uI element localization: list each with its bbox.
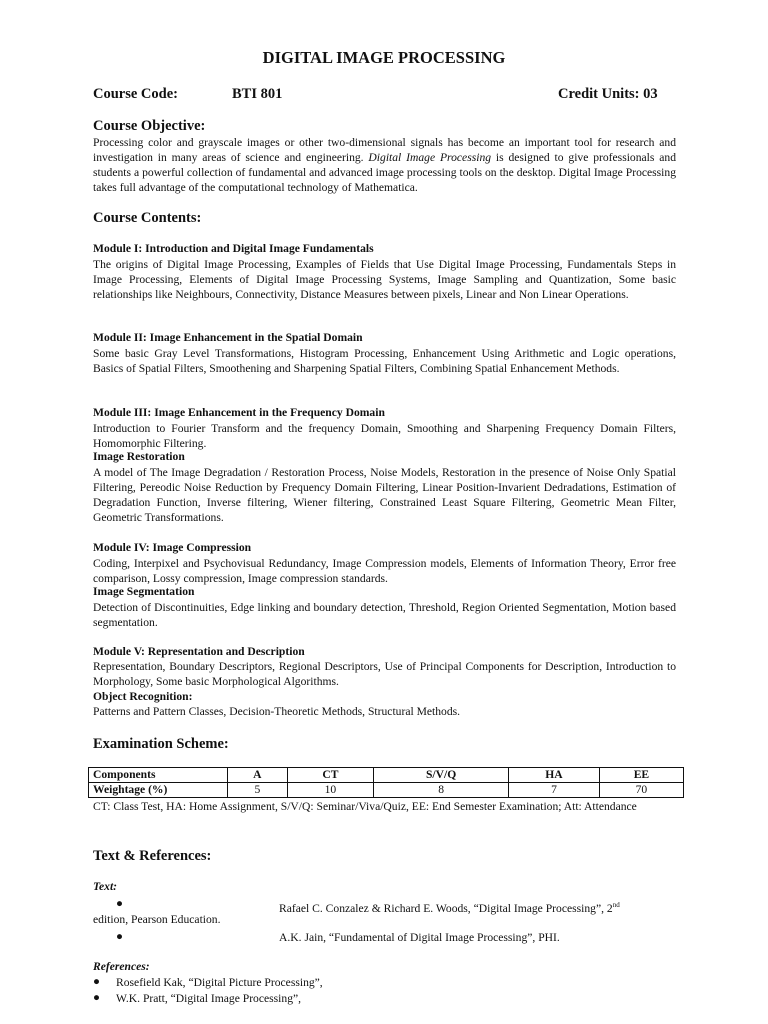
exam-table xyxy=(88,767,684,798)
module-3-title: Module III: Image Enhancement in the Frequency Domain xyxy=(93,406,385,419)
table-cell: 10 xyxy=(287,783,373,798)
module-2-text: Some basic Gray Level Transformations, Histogram Processing, Enhancement Using Arithmetic and Logic operations, Basics of Spatial Filters, Smoothening and Sharpening Spatial Filters, Combining Spatial Enhancement Methods. xyxy=(93,347,676,375)
table-header-cell: HA xyxy=(509,768,600,783)
table-row xyxy=(89,783,684,798)
page-title: DIGITAL IMAGE PROCESSING xyxy=(262,48,506,67)
image-restoration-title: Image Restoration xyxy=(93,450,185,463)
table-cell: 7 xyxy=(509,783,600,798)
references-label: References: xyxy=(93,960,150,973)
bullet-icon: ● xyxy=(93,991,101,1004)
table-header-cell: S/V/Q xyxy=(374,768,509,783)
module-4-title: Module IV: Image Compression xyxy=(93,541,252,554)
module-5-title: Module V: Representation and Description xyxy=(93,645,305,658)
objective-text: Processing color and grayscale images or other two-dimensional signals has become an important tool for research and investigation in many areas of science and engineering. Digital Image Processing is designed to give professionals and students a powerful collection of fundamental and advanced image processing tools on the desktop. Digital Image Processing takes full advantage of the computational technology of Mathematica. xyxy=(93,136,676,194)
module-3-text: Introduction to Fourier Transform and the frequency Domain, Smoothing and Sharpening Frequency Domain Filters, Homomorphic Filtering. xyxy=(93,422,676,450)
image-segmentation-title: Image Segmentation xyxy=(93,585,195,598)
image-segmentation-text: Detection of Discontinuities, Edge linking and boundary detection, Threshold, Region Oriented Segmentation, Motion based segmentation. xyxy=(93,601,676,629)
table-header-cell: EE xyxy=(599,768,683,783)
table-header-cell: Components xyxy=(89,768,228,783)
table-cell: Weightage (%) xyxy=(89,783,228,798)
table-cell: 5 xyxy=(228,783,288,798)
reference-1: Rosefield Kak, “Digital Picture Processing”, xyxy=(116,976,323,989)
text-label: Text: xyxy=(93,880,118,893)
bullet-icon: ● xyxy=(116,897,124,910)
table-header-row xyxy=(89,768,684,783)
module-4-text: Coding, Interpixel and Psychovisual Redundancy, Image Compression models, Elements of Information Theory, Error free comparison, Lossy compression, Image compression standards. xyxy=(93,557,676,585)
text-ref-2: A.K. Jain, “Fundamental of Digital Image Processing”, PHI. xyxy=(279,931,560,944)
module-1-text: The origins of Digital Image Processing, Examples of Fields that Use Digital Image Processing, Fundamentals Steps in Image Processing, Elements of Digital Image Processing Systems, Image Sampling and Quantization, Some basic relationships like Neighbours, Connectivity, Distance Measures between pixels, Linear and Non Linear Operations. xyxy=(93,258,676,301)
bullet-icon: ● xyxy=(93,975,101,988)
module-5-text: Representation, Boundary Descriptors, Regional Descriptors, Use of Principal Components for Description, Introduction to Morphology, Some basic Morphological Algorithms. xyxy=(93,660,676,688)
text-ref-1: Rafael C. Conzalez & Richard E. Woods, “Digital Image Processing”, 2nd xyxy=(279,901,620,915)
references-heading: Text & References: xyxy=(93,848,212,864)
course-code-value: BTI 801 xyxy=(232,86,283,102)
table-cell: 70 xyxy=(599,783,683,798)
course-code-label: Course Code: xyxy=(93,86,178,102)
exam-legend: CT: Class Test, HA: Home Assignment, S/V/Q: Seminar/Viva/Quiz, EE: End Semester Examination; Att: Attendance xyxy=(93,800,637,813)
credit-units: Credit Units: 03 xyxy=(558,86,658,102)
reference-2: W.K. Pratt, “Digital Image Processing”, xyxy=(116,992,302,1005)
text-ref-1-continued: edition, Pearson Education. xyxy=(93,913,221,926)
table-cell: 8 xyxy=(374,783,509,798)
module-1-title: Module I: Introduction and Digital Image Fundamentals xyxy=(93,242,374,255)
image-restoration-text: A model of The Image Degradation / Restoration Process, Noise Models, Restoration in the presence of Noise Only Spatial Filtering, Pereodic Noise Reduction by Frequency Domain Filtering, Linear Position-Invarient Dedradations, Estimation of Degradation Function, Inverse filtering, Wiener filtering, Constrained Least Square Filtering, Geometric Mean Filter, Geometric Transformations. xyxy=(93,466,676,524)
exam-heading: Examination Scheme: xyxy=(93,736,229,752)
object-recognition-title: Object Recognition: xyxy=(93,690,193,703)
contents-heading: Course Contents: xyxy=(93,210,202,226)
table-header-cell: A xyxy=(228,768,288,783)
objective-heading: Course Objective: xyxy=(93,118,206,134)
module-2-title: Module II: Image Enhancement in the Spatial Domain xyxy=(93,331,363,344)
table-header-cell: CT xyxy=(287,768,373,783)
object-recognition-text: Patterns and Pattern Classes, Decision-Theoretic Methods, Structural Methods. xyxy=(93,705,461,718)
bullet-icon: ● xyxy=(116,930,124,943)
